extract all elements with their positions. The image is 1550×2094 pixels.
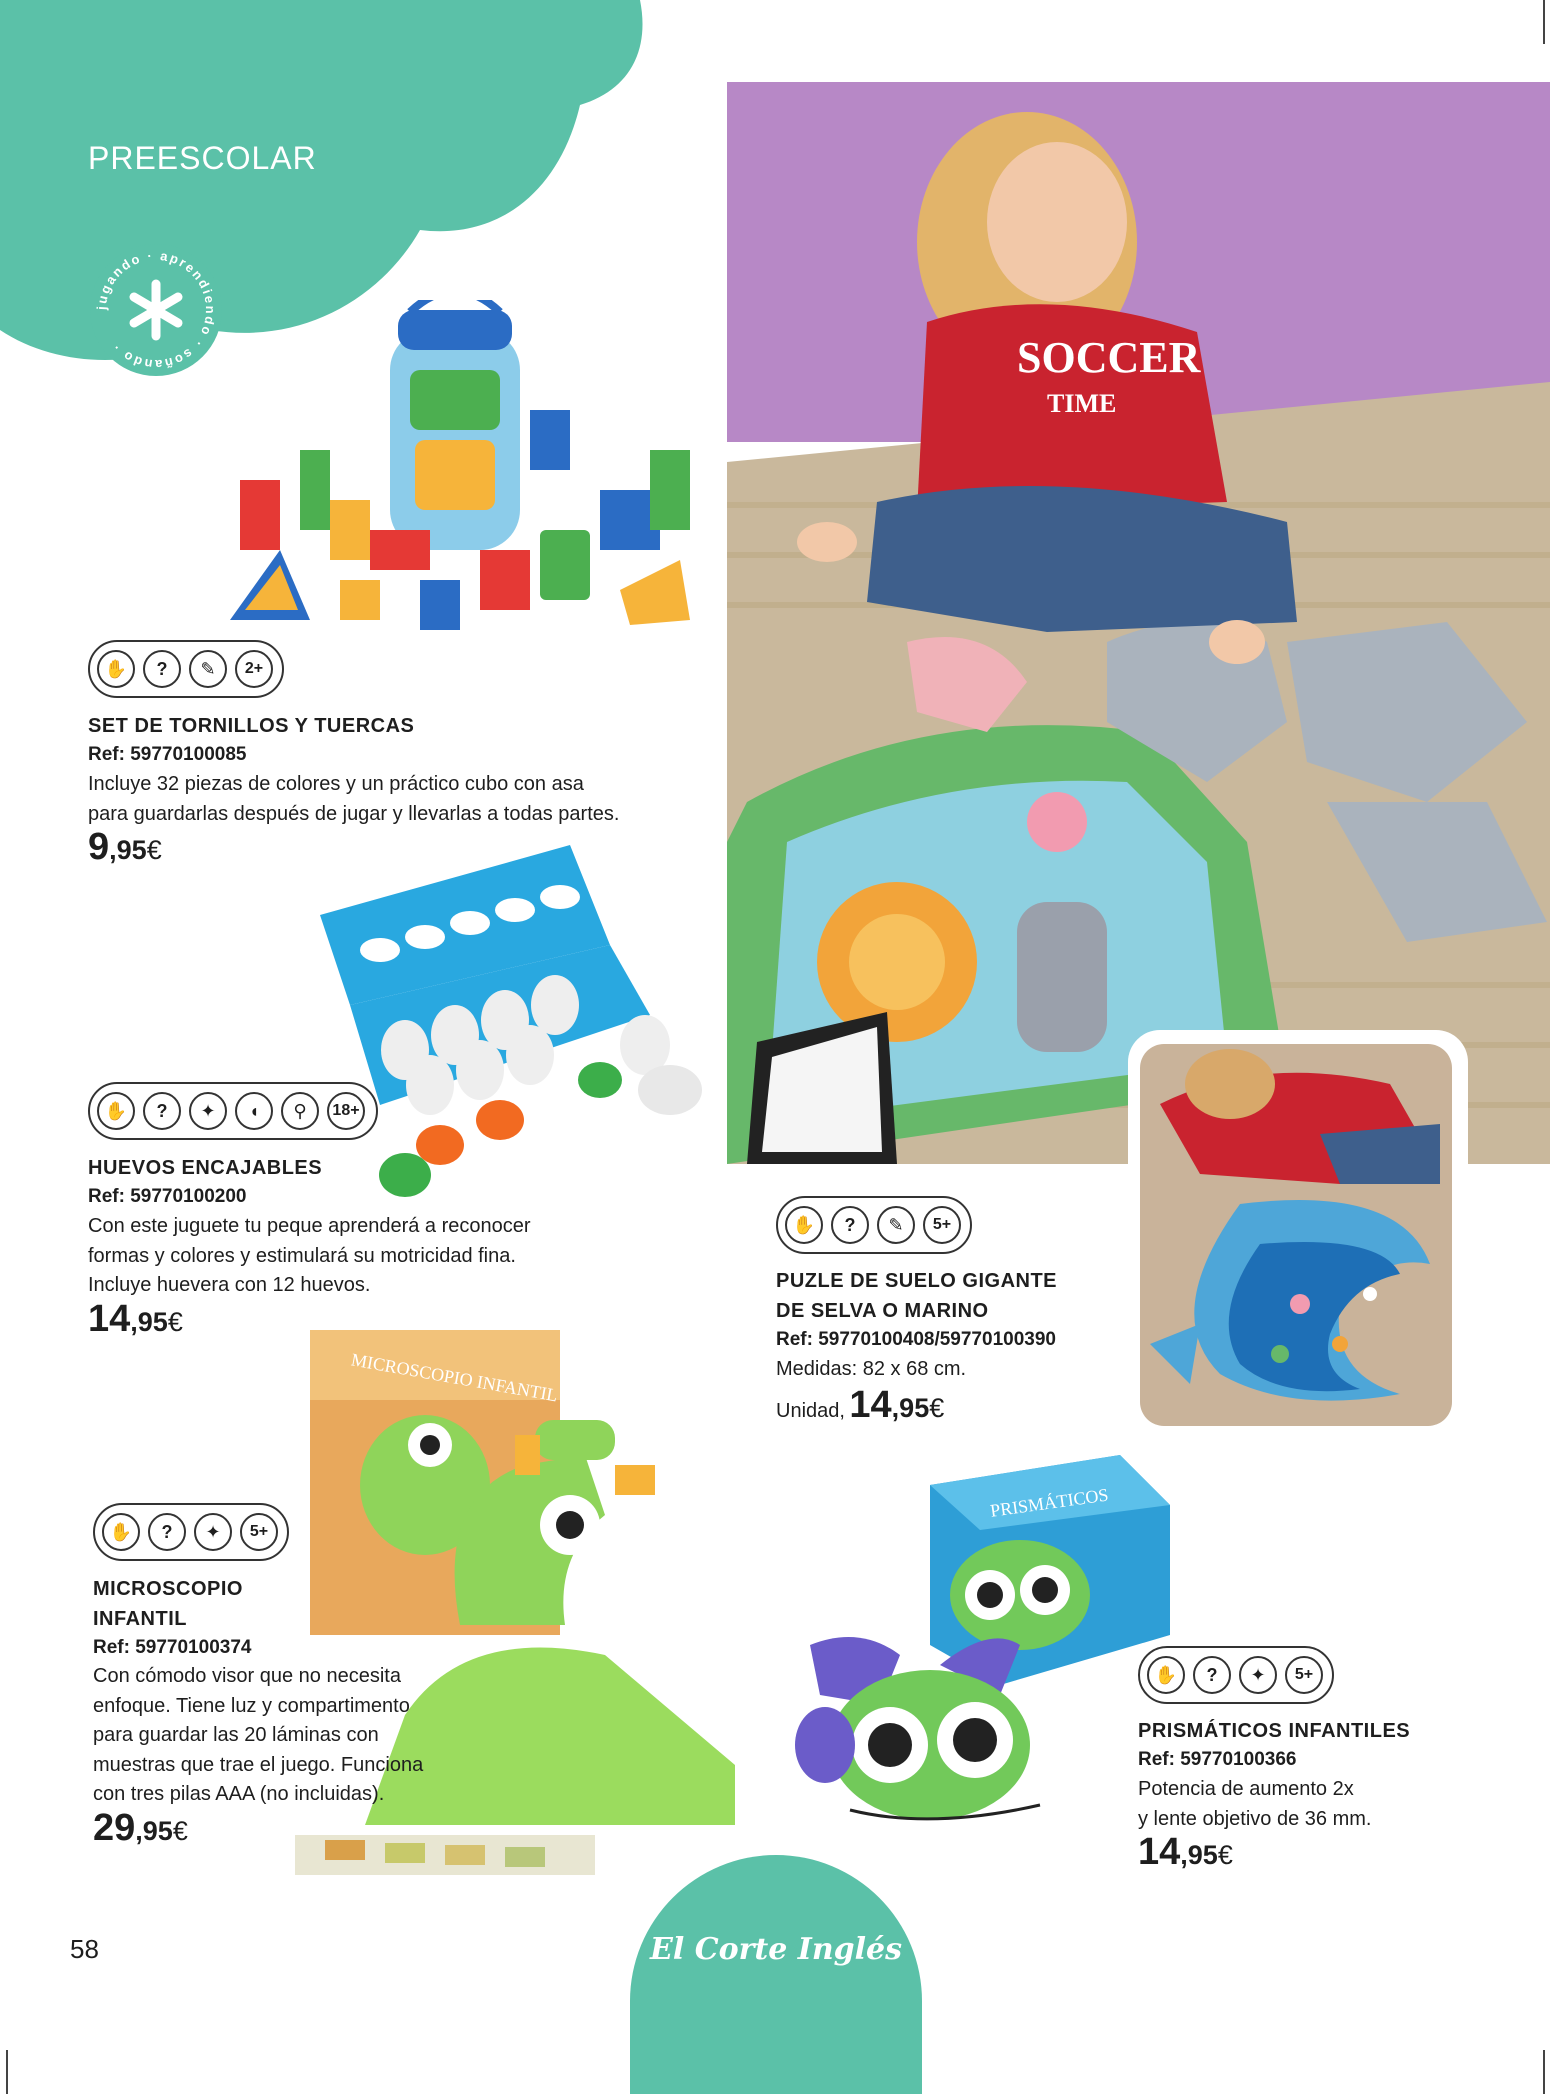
question-icon: ? xyxy=(143,1092,181,1130)
product-desc-microscopio: Con cómodo visor que no necesita enfoque. Tiene luz y compartimento para guardar las 20 láminas con muestras que trae el juego. Funciona con tres pilas AAA (no incluidas). xyxy=(93,1665,424,1805)
product-icons-microscopio xyxy=(93,1503,289,1561)
question-icon: ? xyxy=(1193,1656,1231,1694)
brand-logo: El Corte Inglés xyxy=(650,1932,902,1967)
question-icon: ? xyxy=(831,1206,869,1244)
product-icons-tornillos xyxy=(88,640,284,698)
product-price-microscopio: 29,95€ xyxy=(93,1807,188,1849)
crop-mark xyxy=(1543,2050,1545,2094)
microscope-toy-image xyxy=(285,1325,745,1895)
binoculars-toy-image xyxy=(790,1445,1180,1835)
marine-puzzle-photo xyxy=(1128,1030,1468,1440)
product-price-prismaticos: 14,95€ xyxy=(1138,1831,1233,1873)
age-badge: 18+ xyxy=(327,1092,365,1130)
product-icons-prismaticos xyxy=(1138,1646,1334,1704)
svg-text:MICROSCOPIO INFANTIL: MICROSCOPIO INFANTIL xyxy=(349,1349,560,1406)
play-learn-dream-badge xyxy=(88,242,224,378)
age-badge: 5+ xyxy=(240,1513,278,1551)
age-badge: 5+ xyxy=(923,1206,961,1244)
product-title-huevos: HUEVOS ENCAJABLES xyxy=(88,1157,323,1179)
product-price-huevos: 14,95€ xyxy=(88,1298,183,1340)
magic-icon: ✦ xyxy=(189,1092,227,1130)
product-ref-puzle: Ref: 59770100408/59770100390 xyxy=(776,1329,1056,1350)
svg-text:PRISMÁTICOS: PRISMÁTICOS xyxy=(988,1484,1110,1521)
magic-icon: ✦ xyxy=(194,1513,232,1551)
crop-mark xyxy=(6,2050,8,2094)
svg-text:SOCCER: SOCCER xyxy=(1017,333,1201,382)
product-desc-puzle: Medidas: 82 x 68 cm. xyxy=(776,1358,967,1380)
badge-text: jugando · aprendiendo · soñando · xyxy=(93,247,219,373)
product-ref-huevos: Ref: 59770100200 xyxy=(88,1186,247,1207)
product-desc-huevos: Con este juguete tu peque aprenderá a reconocer formas y colores y estimulará su motricidad fina. Incluye huevera con 12 huevos. xyxy=(88,1215,531,1296)
palette-icon: ✎ xyxy=(189,650,227,688)
svg-text:TIME: TIME xyxy=(1047,389,1117,418)
hand-icon: ✋ xyxy=(97,1092,135,1130)
product-ref-microscopio: Ref: 59770100374 xyxy=(93,1637,252,1658)
product-title-puzle: PUZLE DE SUELO GIGANTE DE SELVA O MARINO xyxy=(776,1270,1058,1322)
product-title-microscopio: MICROSCOPIO INFANTIL xyxy=(93,1578,243,1630)
age-badge: 5+ xyxy=(1285,1656,1323,1694)
age-badge: 2+ xyxy=(235,650,273,688)
crop-mark xyxy=(1543,0,1545,44)
hand-icon: ✋ xyxy=(1147,1656,1185,1694)
hand-icon: ✋ xyxy=(97,650,135,688)
magic-icon: ✦ xyxy=(1239,1656,1277,1694)
ear-icon: ◖ xyxy=(235,1092,273,1130)
product-desc-tornillos: Incluye 32 piezas de colores y un práctico cubo con asa para guardarlas después de jugar y llevarlas a todas partes. xyxy=(88,773,620,825)
product-desc-prismaticos: Potencia de aumento 2x y lente objetivo de 36 mm. xyxy=(1138,1778,1372,1830)
hand-icon: ✋ xyxy=(102,1513,140,1551)
product-price-tornillos: 9,95€ xyxy=(88,826,162,868)
question-icon: ? xyxy=(143,650,181,688)
question-icon: ? xyxy=(148,1513,186,1551)
product-title-prismaticos: PRISMÁTICOS INFANTILES xyxy=(1138,1720,1411,1742)
product-title-tornillos: SET DE TORNILLOS Y TUERCAS xyxy=(88,715,415,737)
product-ref-prismaticos: Ref: 59770100366 xyxy=(1138,1749,1297,1770)
nuts-bolts-toy-image xyxy=(220,300,710,640)
page-number: 58 xyxy=(70,1934,99,1964)
product-icons-huevos xyxy=(88,1082,378,1140)
product-price-puzle: Unidad, 14,95€ xyxy=(776,1384,945,1426)
product-icons-puzle xyxy=(776,1196,972,1254)
product-ref-tornillos: Ref: 59770100085 xyxy=(88,744,247,765)
palette-icon: ✎ xyxy=(877,1206,915,1244)
jungle-puzzle-photo xyxy=(727,82,1550,1164)
hand-icon: ✋ xyxy=(785,1206,823,1244)
walking-icon: ⚲ xyxy=(281,1092,319,1130)
section-title: PREESCOLAR xyxy=(88,140,317,176)
egg-carton-toy-image xyxy=(310,835,710,1215)
